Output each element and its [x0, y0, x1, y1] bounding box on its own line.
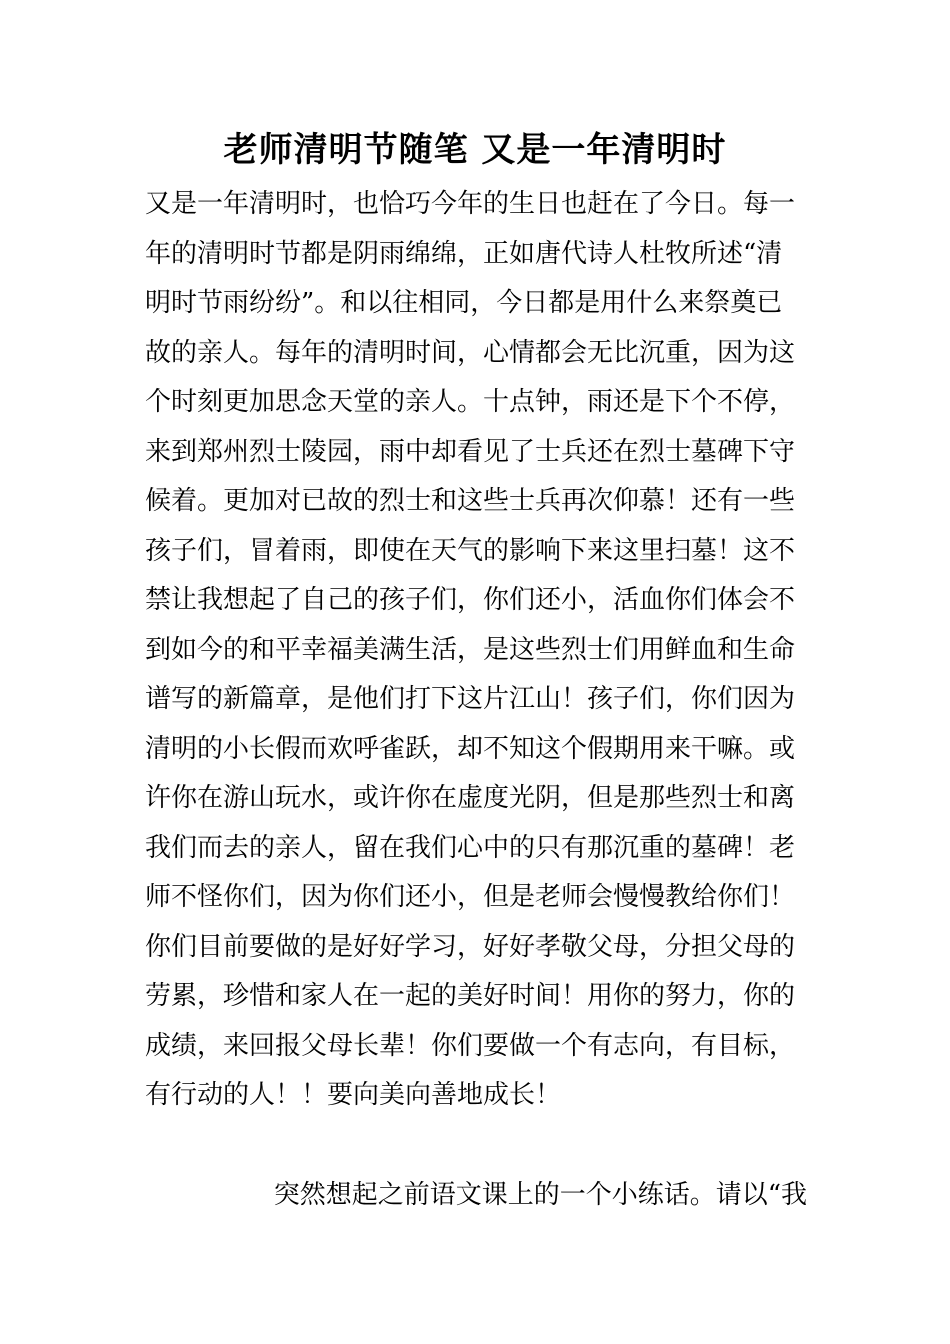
text-line: 清明的小长假而欢呼雀跃，却不知这个假期用来干嘛。或: [145, 733, 796, 764]
text-line: 个时刻更加思念天堂的亲人。十点钟，雨还是下个不停，: [145, 387, 796, 417]
text-line: 我们而去的亲人，留在我们心中的只有那沉重的墓碑！老: [145, 832, 796, 863]
text-line: 禁让我想起了自己的孩子们，你们还小，活血你们体会不: [145, 585, 796, 615]
text-line: 师不怪你们，因为你们还小，但是老师会慢慢教给你们！: [145, 882, 796, 912]
text-line: 候着。更加对已故的烈士和这些士兵再次仰慕！还有一些: [145, 486, 796, 516]
text-line: 成绩，来回报父母长辈！你们要做一个有志向，有目标，: [145, 1030, 796, 1061]
paragraph-2: [145, 1171, 807, 1221]
text-line: 谱写的新篇章，是他们打下这片江山！孩子们，你们因为: [145, 684, 796, 714]
text-line: 到如今的和平幸福美满生活，是这些烈士们用鲜血和生命: [145, 634, 796, 665]
page-title: 老师清明节随笔 又是一年清明时: [223, 130, 727, 170]
text-line: 劳累，珍惜和家人在一起的美好时间！用你的努力，你的: [145, 981, 796, 1011]
text-line: 故的亲人。每年的清明时间，心情都会无比沉重，因为这: [145, 337, 796, 368]
paragraph-1: [145, 180, 807, 1121]
text-line: 又是一年清明时，也恰巧今年的生日也赶在了今日。每一: [145, 189, 796, 219]
text-line: 年的清明时节都是阴雨绵绵，正如唐代诗人杜牧所述“清: [145, 238, 783, 269]
text-line: 孩子们，冒着雨，即使在天气的影响下来这里扫墓！这不: [145, 535, 796, 566]
text-line: 有行动的人！！要向美向善地成长！: [145, 1080, 562, 1110]
text-line: 突然想起之前语文课上的一个小练话。请以“我: [273, 1180, 807, 1210]
text-line: 明时节雨纷纷”。和以往相同，今日都是用什么来祭奠已: [145, 288, 783, 318]
text-line: 许你在游山玩水，或许你在虚度光阴，但是那些烈士和离: [145, 783, 796, 813]
text-line: 你们目前要做的是好好学习，好好孝敬父母，分担父母的: [145, 931, 796, 962]
text-line: 来到郑州烈士陵园，雨中却看见了士兵还在烈士墓碑下守: [145, 436, 796, 467]
